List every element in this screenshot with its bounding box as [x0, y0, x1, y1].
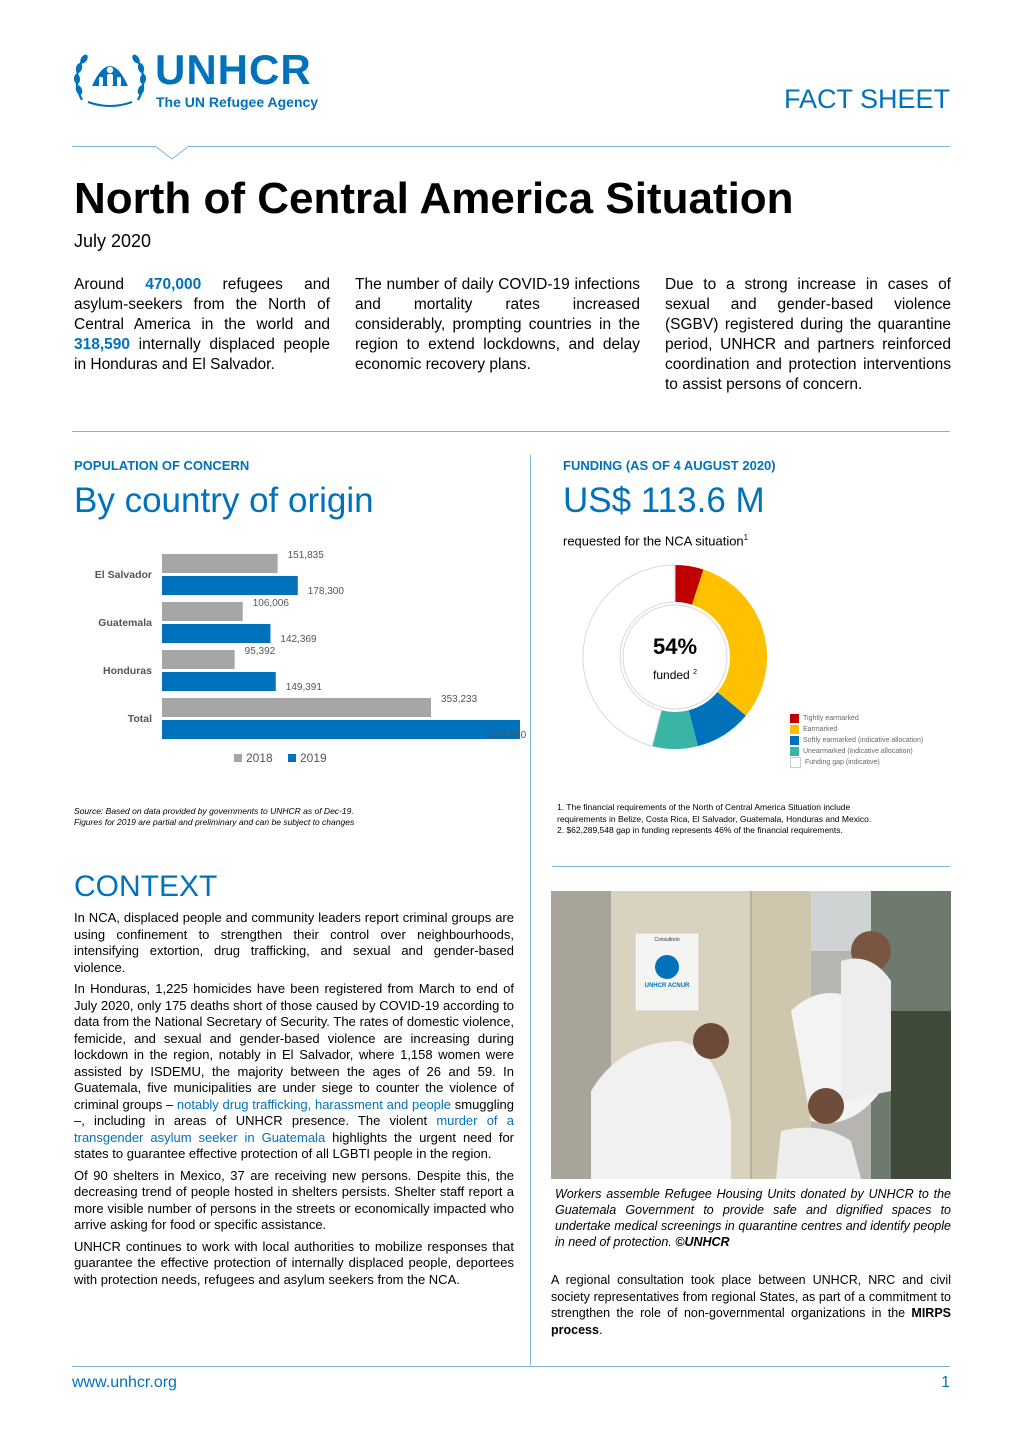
funded-text: funded	[653, 668, 690, 682]
bar-2019	[162, 672, 276, 691]
consultation-paragraph	[551, 1272, 951, 1338]
legend-swatch	[790, 747, 799, 756]
context-text: smuggling –, including in areas of UNHCR presence. The violent	[74, 1096, 514, 1128]
donut-legend-item	[790, 735, 960, 746]
legend-swatch	[790, 757, 801, 768]
footer-url[interactable]: www.unhcr.org	[72, 1374, 177, 1391]
org-tagline: The UN Refugee Agency	[156, 94, 319, 110]
donut-legend-item	[790, 757, 960, 768]
funding-requested	[563, 530, 748, 549]
consultation-text: A regional consultation took place between UNHCR, NRC and civil society representatives from regional States, as part of a commitment to strengthen the role of non-governmental organizations in the	[551, 1273, 951, 1320]
funding-footnotes	[557, 802, 967, 837]
org-name: UNHCR	[155, 46, 312, 93]
photo-credit: ©UNHCR	[675, 1235, 730, 1249]
page-number: 1	[941, 1374, 950, 1391]
chart-source-line-1: Source: Based on data provided by governments to UNHCR as of Dec-19.	[74, 806, 354, 816]
intro-text: internally displaced people in Honduras and El Salvador.	[74, 336, 330, 373]
funding-rule	[552, 866, 950, 867]
photo-caption-text: Workers assemble Refugee Housing Units donated by UNHCR to the Guatemala Government to provide safe and dignified spaces to undertake medical screenings in quarantine centres and identify people in need of protection.	[555, 1187, 951, 1249]
bar-value-label: 142,369	[280, 634, 317, 645]
funding-footnote-1a: 1. The financial requirements of the North of Central America Situation include	[557, 802, 851, 812]
funding-footnote-2: 2. $62,289,548 gap in funding represents 46% of the financial requirements.	[557, 825, 843, 835]
footer-rule	[72, 1366, 950, 1367]
category-label: Total	[127, 713, 152, 725]
photo-sign-org: UNHCR ACNUR	[644, 983, 690, 989]
unhcr-logo	[72, 46, 342, 112]
context-heading: CONTEXT	[74, 870, 218, 903]
intro-rule	[72, 431, 950, 432]
bar-value-label: 95,392	[244, 646, 276, 657]
bar-value-label: 178,300	[307, 586, 344, 597]
consultation-text-end: .	[598, 1322, 603, 1337]
bar-2018	[162, 698, 431, 717]
idp-count: 318,590	[74, 336, 131, 353]
bar-2019	[162, 576, 298, 595]
column-divider	[530, 455, 531, 1365]
bar-value-label: 470,060	[490, 730, 527, 741]
funded-percent: 54%	[652, 634, 698, 659]
category-label: Guatemala	[98, 617, 152, 629]
mirps-process-text: MIRPS process	[551, 1306, 951, 1337]
header-rule-notch-icon	[155, 145, 189, 161]
legend-label: 2018	[246, 751, 273, 765]
legend-swatch	[790, 736, 799, 745]
page-title: North of Central America Situation	[74, 174, 794, 223]
chart-source-line-2: Figures for 2019 are partial and preliminary and can be subject to changes	[74, 817, 355, 827]
intro-col-1	[74, 275, 330, 375]
donut-legend-item	[790, 724, 960, 735]
legend-label: 2019	[300, 751, 327, 765]
legend-label: Tightly earmarked	[803, 715, 859, 722]
header-rule	[72, 146, 950, 147]
transgender-murder-link[interactable]: murder of a transgender asylum seeker in Guatemala	[74, 1113, 514, 1145]
intro-col-2: The number of daily COVID-19 infections and mortality rates increased considerably, prompting countries in the region to extend lockdowns, and delay economic recovery plans.	[355, 276, 640, 373]
bar-2018	[162, 650, 235, 669]
intro-text: refugees and asylum-seekers from the North of Central America in the world and	[74, 276, 330, 333]
legend-label: Funding gap (indicative)	[805, 759, 880, 766]
unhcr-emblem-icon	[72, 46, 148, 110]
bar-2019	[162, 720, 520, 739]
bar-2019	[162, 624, 270, 643]
legend-label: Earmarked	[803, 726, 838, 733]
drug-trafficking-link[interactable]: notably drug trafficking, harassment and people	[176, 1096, 452, 1112]
bar-value-label: 149,391	[285, 682, 322, 693]
funding-donut	[580, 562, 770, 752]
intro-col-3: Due to a strong increase in cases of sexual and gender-based violence (SGBV) registered during the quarantine period, UNHCR and partners reinforced coordination and protection interventions to assist persons of concern.	[665, 276, 951, 393]
funded-label	[580, 666, 770, 682]
context-text: In Honduras, 1,225 homicides have been registered from March to end of July 2020, only 175 deaths short of those caused by COVID-19 according to data from the National Secretary of Security. The rates of domestic violence, femicide, and sexual and gender-based violence are increasing during lockdown in the region, notably in El Salvador, where 1,158 women were assisted by ISDEMU, the majority between the ages of 26 and 59. In Guatemala, five municipalities are under siege to counter the violence of criminal groups –	[74, 981, 514, 1112]
chart-source	[74, 806, 524, 828]
context-text: highlights the urgent need for states to guarantee effective protection of all LGBTI people in the region.	[74, 1129, 515, 1161]
context-paragraph-1: In NCA, displaced people and community leaders report criminal groups are using confinement to strengthen their control over neighbourhoods, intensifying extortion, drug trafficking, and sexual and gender-based violence.	[74, 910, 514, 975]
field-photo	[551, 891, 951, 1179]
legend-label: Softly earmarked (indicative allocation)	[803, 737, 924, 744]
bar-value-label: 353,233	[441, 694, 478, 705]
population-label: POPULATION OF CONCERN	[74, 458, 250, 473]
category-label: El Salvador	[94, 569, 152, 581]
donut-legend	[790, 713, 960, 768]
legend-swatch	[288, 754, 296, 762]
footnote-ref: 1	[743, 533, 749, 542]
legend-swatch	[790, 725, 799, 734]
workers-photo-illustration	[551, 891, 951, 1179]
legend-swatch	[790, 714, 799, 723]
funding-label: FUNDING (AS OF 4 AUGUST 2020)	[563, 458, 776, 473]
legend-swatch	[234, 754, 242, 762]
legend-label: Unearmarked (indicative allocation)	[803, 748, 913, 755]
report-date: July 2020	[74, 231, 152, 251]
refugee-count: 470,000	[145, 276, 202, 293]
context-paragraph-4: UNHCR continues to work with local authorities to mobilize responses that guarantee the effective protection of internally displaced people, deportees with protection needs, refugees and asylum seekers from the NCA.	[74, 1238, 514, 1287]
bar-2018	[162, 554, 278, 573]
donut-legend-item	[790, 713, 960, 724]
footnote-ref: 2	[693, 669, 697, 676]
context-paragraph-2	[74, 981, 514, 1163]
bar-value-label: 106,006	[252, 598, 289, 609]
doc-type-label: FACT SHEET	[783, 84, 950, 114]
funding-footnote-1b: requirements in Belize, Costa Rica, El Salvador, Guatemala, Honduras and Mexico.	[557, 813, 872, 824]
bar-value-label: 151,835	[287, 550, 324, 561]
population-chart	[74, 548, 527, 778]
population-bar-chart	[74, 548, 527, 778]
population-heading: By country of origin	[74, 481, 374, 520]
funding-amount: US$ 113.6 M	[563, 481, 765, 520]
category-label: Honduras	[102, 665, 152, 677]
photo-caption	[555, 1186, 951, 1250]
bar-2018	[162, 602, 243, 621]
donut-legend-item	[790, 746, 960, 757]
context-paragraph-3: Of 90 shelters in Mexico, 37 are receiving new persons. Despite this, the decreasing trend of people hosted in shelters persists. Shelter staff report a more visible number of persons in the streets or economically impacted who arrive asking for food or specific assistance.	[74, 1167, 514, 1232]
funding-requested-text: requested for the NCA situation	[563, 533, 744, 549]
photo-sign-text: Consultorio	[654, 937, 680, 943]
intro-text: Around	[74, 276, 146, 293]
context-body	[74, 910, 514, 1293]
